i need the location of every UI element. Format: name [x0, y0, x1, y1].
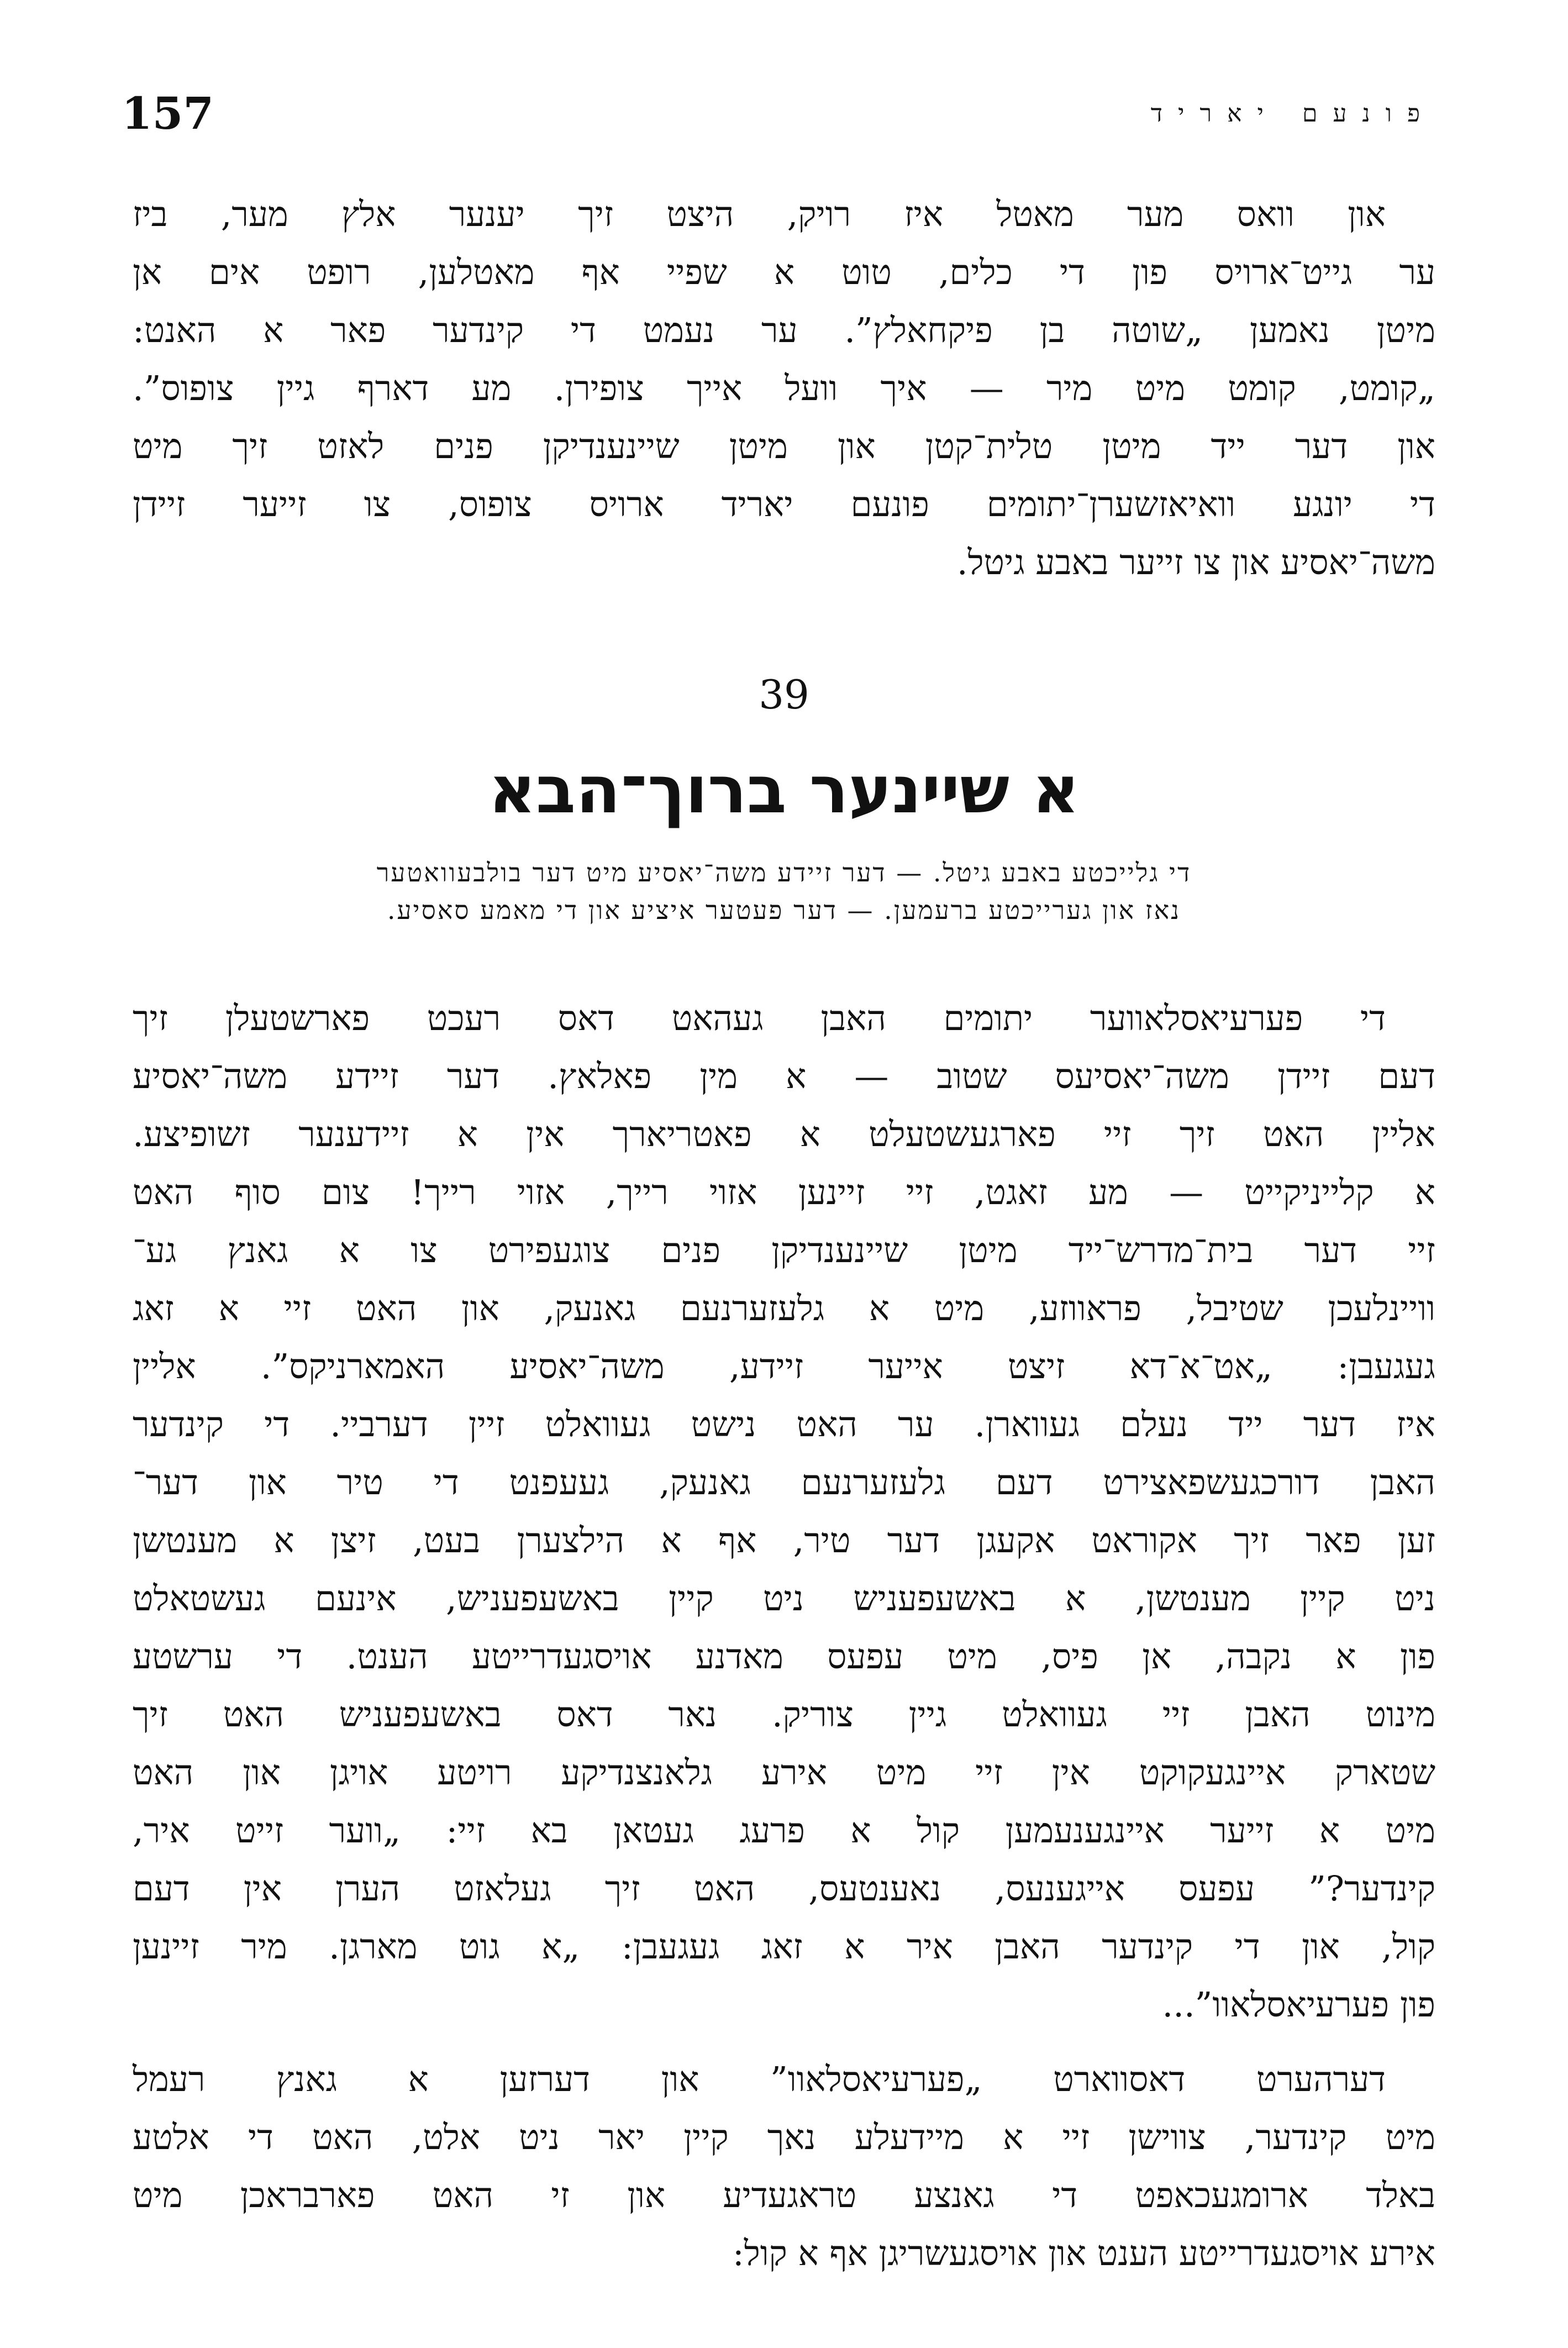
text-line: און דער ייד מיטן טלית־קטן און מיטן שיינענדיקן פנים לאזט זיך מיט: [133, 426, 1435, 466]
text-line: אירע אויסגעדרייטע הענט און אויסגעשריגן אף א קול:: [732, 2233, 1435, 2273]
running-title: פונעם יאריד: [1150, 99, 1435, 128]
chapter-summary: [182, 854, 1386, 929]
text-line: „קומט, קומט מיט מיר — איך וועל אייך צופירן. מע דארף גיין צופוס”.: [133, 368, 1435, 408]
summary-line: נאז און גערייכטע ברעמען. — דער פעטער איציע און די מאמע סאסיע.: [387, 895, 1181, 925]
text-line: קינדער?” עפעס אייגענעס, נאענטעס, האט זיך געלאזט הערן אין דעם: [133, 1868, 1435, 1909]
text-line: זיי דער בית־מדרש־ייד מיטן שיינענדיקן פנים צוגעפירט צו א גאנץ גע־: [133, 1230, 1435, 1270]
text-line: די פערעיאסלאווער יתומים האבן געהאט דאס רעכט פארשטעלן זיך: [133, 998, 1386, 1038]
text-line: פון א נקבה, אן פיס, מיט עפעס מאדנע אויסגעדרייטע הענט. די ערשטע: [133, 1636, 1435, 1677]
text-line: דערהערט דאסווארט „פערעיאסלאוו” און דערזען א גאנץ רעמל: [133, 2059, 1386, 2099]
text-line: זען פאר זיך אקוראט אקעגן דער טיר, אף א הילצערן בעט, זיצן א מענטשן: [133, 1520, 1435, 1561]
text-line: מיטן נאמען „שוטה בן פיקחאלץ”. ער נעמט די קינדער פאר א האנט:: [133, 310, 1435, 350]
continued-paragraph: [133, 185, 1435, 591]
text-line: געגעבן: „אט־א־דא זיצט אייער זיידע, משה־יאסיע האמארניקס”. אליין: [133, 1346, 1436, 1386]
text-line: מיט א זייער איינגענעמען קול א פרעג געטאן בא זיי: „ווער זייט איר,: [133, 1810, 1435, 1851]
text-line: דעם זיידן משה־יאסיעס שטוב — א מין פאלאץ. דער זיידע משה־יאסיע: [133, 1056, 1435, 1096]
summary-line: די גלייכטע באבע גיטל. — דער זיידע משה־יאסיע מיט דער בולבעוואטער: [376, 858, 1192, 887]
chapter-title: א שיינער ברוך־הבא: [488, 752, 1080, 828]
text-line: ער גייט־ארויס פון די כלים, טוט א שפיי אף מאטלען, רופט אים אן: [133, 252, 1435, 292]
body-paragraph: [133, 989, 1435, 2034]
text-line: משה־יאסיע און צו זייער באבע גיטל.: [956, 542, 1435, 582]
page-header: [122, 83, 1435, 144]
text-line: פון פערעיאסלאוו”...: [1162, 1984, 1435, 2025]
body-paragraph: [133, 2050, 1435, 2282]
text-line: שטארק איינגעקוקט אין זיי מיט אירע גלאנצנדיקע רויטע אויגן און האט: [133, 1752, 1435, 1793]
text-line: וויינלעכן שטיבל, פראווזע, מיט א גלעזערנעם גאנעק, און האט זיי א זאג: [133, 1288, 1435, 1328]
text-line: קול, און די קינדער האבן איר א זאג געגעבן: „א גוט מארגן. מיר זיינען: [133, 1926, 1435, 1967]
text-line: ניט קיין מענטשן, א באשעפעניש ניט קיין באשעפעניש, אינעם געשטאלט: [133, 1578, 1435, 1619]
text-line: באלד ארומגעכאפט די גאנצע טראגעדיע און זי האט פארבראכן מיט: [133, 2175, 1435, 2215]
text-line: מינוט האבן זיי געוואלט גיין צוריק. נאר דאס באשעפעניש האט זיך: [133, 1694, 1435, 1735]
chapter-number: 39: [759, 671, 809, 718]
text-line: און וואס מער מאטל איז רויק, היצט זיך יענער אלץ מער, ביז: [133, 194, 1386, 234]
text-line: אליין האט זיך זיי פארגעשטעלט א פאטריארך אין א זיידענער זשופיצע.: [133, 1114, 1435, 1154]
text-line: איז דער ייד נעלם געווארן. ער האט נישט געוואלט זיין דערביי. די קינדער: [133, 1404, 1435, 1444]
page-number: 157: [122, 87, 214, 139]
text-line: מיט קינדער, צווישן זיי א מיידעלע נאך קיין יאר ניט אלט, האט די אלטע: [133, 2117, 1435, 2157]
text-line: א קלייניקייט — מע זאגט, זיי זיינען אזוי רייך, אזוי רייך! צום סוף האט: [133, 1172, 1435, 1212]
text-line: האבן דורכגעשפאצירט דעם גלעזערנעם גאנעק, געעפנט די טיר און דער־: [133, 1462, 1435, 1503]
text-line: די יונגע וואיאזשערן־יתומים פונעם יאריד ארויס צופוס, צו זייער זיידן: [133, 484, 1435, 524]
